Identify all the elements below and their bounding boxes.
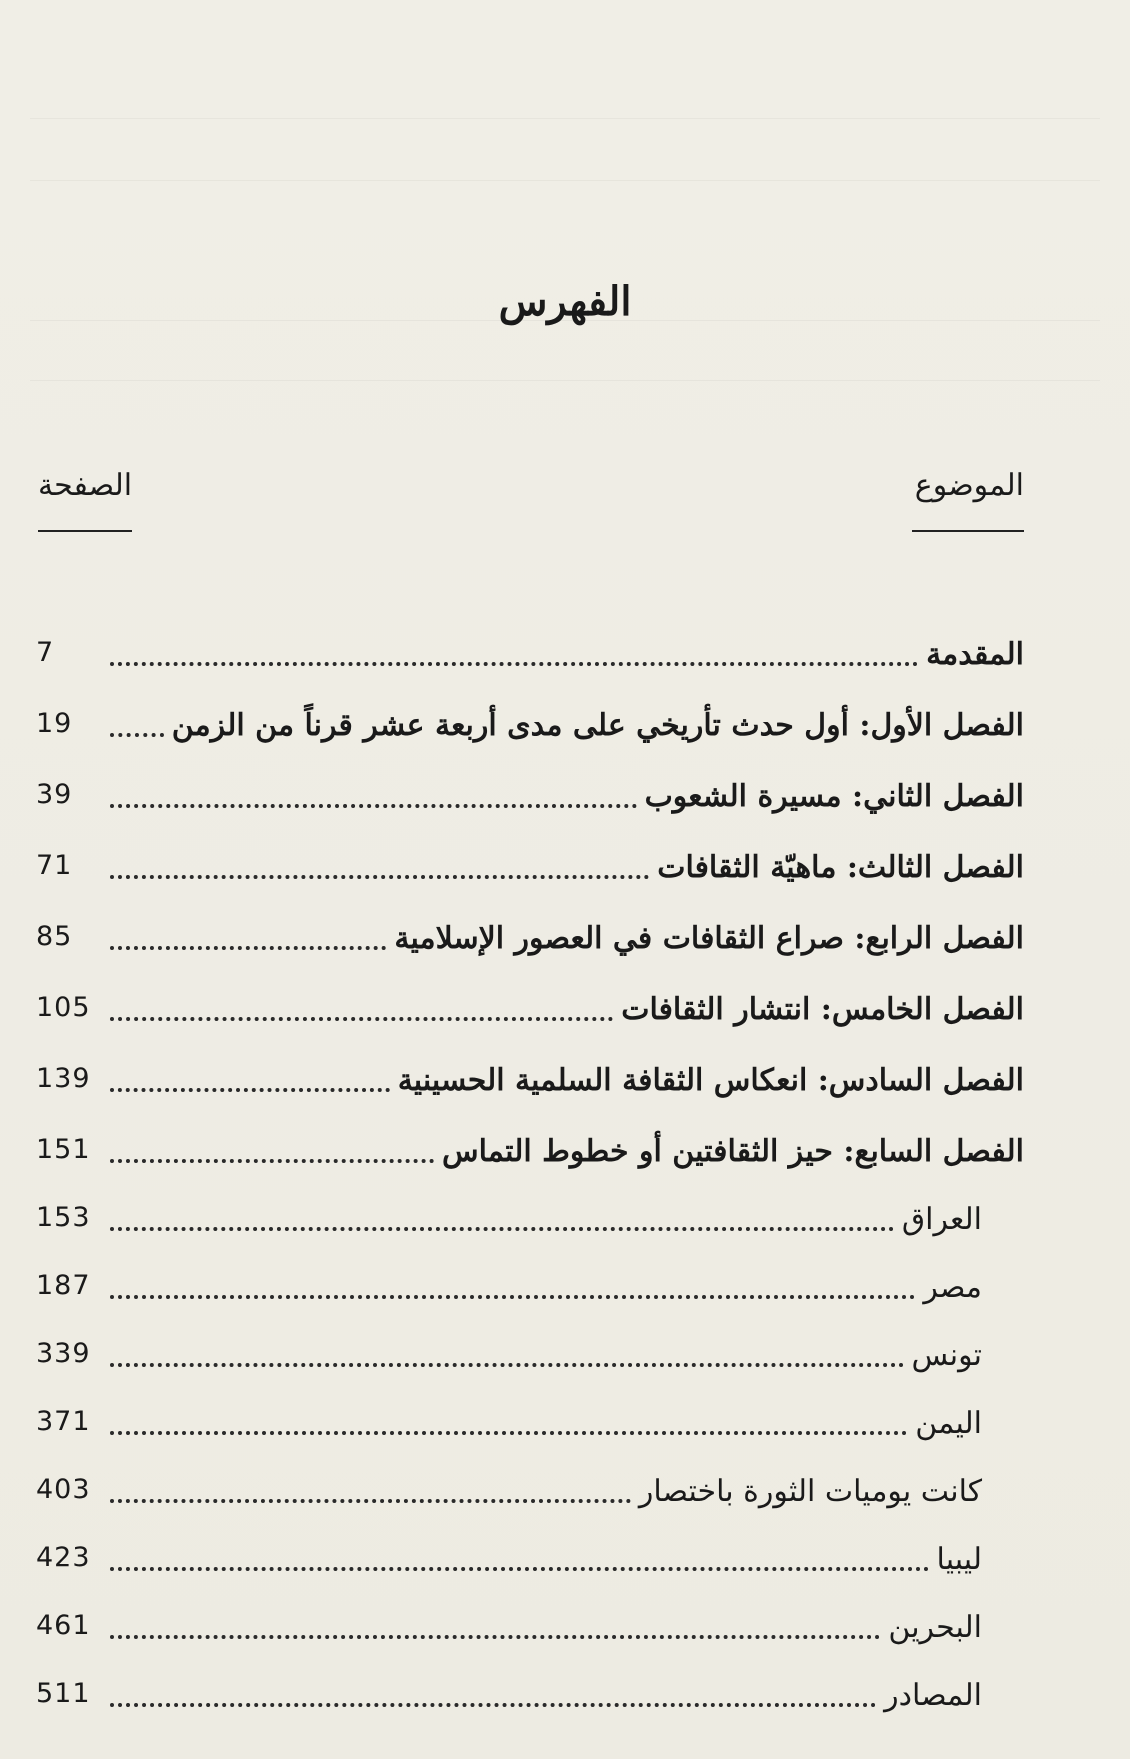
toc-entry-label: الفصل الخامس: انتشار الثقافات	[621, 992, 1024, 1027]
toc-entry[interactable]	[36, 843, 1024, 893]
page-column-header: الصفحة	[38, 468, 133, 503]
topic-column-header: الموضوع	[914, 468, 1024, 503]
toc-subentry[interactable]	[36, 1467, 982, 1517]
toc-page-number: 85	[36, 921, 73, 952]
toc-entry-label: المصادر	[884, 1678, 982, 1713]
toc-entry[interactable]	[36, 701, 1024, 751]
toc-subentry[interactable]	[36, 1603, 982, 1653]
toc-page-number: 139	[36, 1063, 91, 1094]
toc-page-number: 39	[36, 779, 73, 810]
toc-page-number: 403	[36, 1474, 91, 1505]
show-through-line	[30, 180, 1100, 181]
dot-leader	[110, 1537, 929, 1571]
toc-entry-label: كانت يوميات الثورة باختصار	[638, 1474, 982, 1509]
toc-subentry[interactable]	[36, 1671, 982, 1721]
dot-leader	[110, 1265, 915, 1299]
toc-entry-label: الفصل الثاني: مسيرة الشعوب	[644, 779, 1024, 814]
toc-entry-label: المقدمة	[926, 637, 1024, 672]
toc-entry[interactable]	[36, 630, 1024, 680]
page-title: الفهرس	[498, 278, 632, 325]
toc-page-number: 7	[36, 637, 55, 668]
dot-leader	[110, 987, 613, 1021]
topic-header-underline	[912, 530, 1024, 532]
toc-entry-label: الفصل الأول: أول حدث تأريخي على مدى أربعة عشر قرناً من الزمن	[171, 708, 1024, 743]
toc-entry-label: الفصل السادس: انعكاس الثقافة السلمية الحسينية	[397, 1063, 1024, 1098]
toc-page-number: 71	[36, 850, 73, 881]
dot-leader	[110, 1333, 904, 1367]
toc-page-number: 339	[36, 1338, 91, 1369]
toc-page-number: 423	[36, 1542, 91, 1573]
toc-entry-label: الفصل السابع: حيز الثقافتين أو خطوط التماس	[442, 1134, 1024, 1169]
dot-leader	[110, 916, 386, 950]
dot-leader	[110, 1469, 631, 1503]
toc-entry[interactable]	[36, 1127, 1024, 1177]
toc-entry-label: الفصل الرابع: صراع الثقافات في العصور الإسلامية	[394, 921, 1024, 956]
toc-subentry[interactable]	[36, 1263, 982, 1313]
toc-page-number: 461	[36, 1610, 91, 1641]
toc-entry-label: ليبيا	[936, 1542, 982, 1577]
toc-entry-label: البحرين	[888, 1610, 982, 1645]
dot-leader	[110, 1197, 894, 1231]
page-header-underline	[38, 530, 132, 532]
show-through-line	[30, 380, 1100, 381]
toc-entry[interactable]	[36, 914, 1024, 964]
toc-entry-label: الفصل الثالث: ماهيّة الثقافات	[657, 850, 1024, 885]
toc-page-number: 371	[36, 1406, 91, 1437]
toc-page-number: 511	[36, 1678, 91, 1709]
dot-leader	[110, 703, 164, 737]
dot-leader	[110, 632, 918, 666]
toc-subentry[interactable]	[36, 1535, 982, 1585]
dot-leader	[110, 1129, 434, 1163]
toc-subentry[interactable]	[36, 1331, 982, 1381]
toc-entry-label: العراق	[901, 1202, 982, 1237]
dot-leader	[110, 845, 649, 879]
toc-page-number: 19	[36, 708, 73, 739]
toc-entry-label: تونس	[911, 1338, 982, 1373]
toc-subentry[interactable]	[36, 1399, 982, 1449]
toc-page-number: 151	[36, 1134, 91, 1165]
toc-entry[interactable]	[36, 985, 1024, 1035]
dot-leader	[110, 1605, 880, 1639]
dot-leader	[110, 1401, 907, 1435]
dot-leader	[110, 1673, 876, 1707]
toc-subentry[interactable]	[36, 1195, 982, 1245]
toc-entry-label: مصر	[923, 1270, 982, 1305]
toc-page-number: 153	[36, 1202, 91, 1233]
toc-page-number: 187	[36, 1270, 91, 1301]
dot-leader	[110, 774, 637, 808]
toc-entry[interactable]	[36, 1056, 1024, 1106]
toc-entry-label: اليمن	[915, 1406, 982, 1441]
dot-leader	[110, 1058, 390, 1092]
toc-page-number: 105	[36, 992, 91, 1023]
show-through-line	[30, 118, 1100, 119]
toc-entry[interactable]	[36, 772, 1024, 822]
